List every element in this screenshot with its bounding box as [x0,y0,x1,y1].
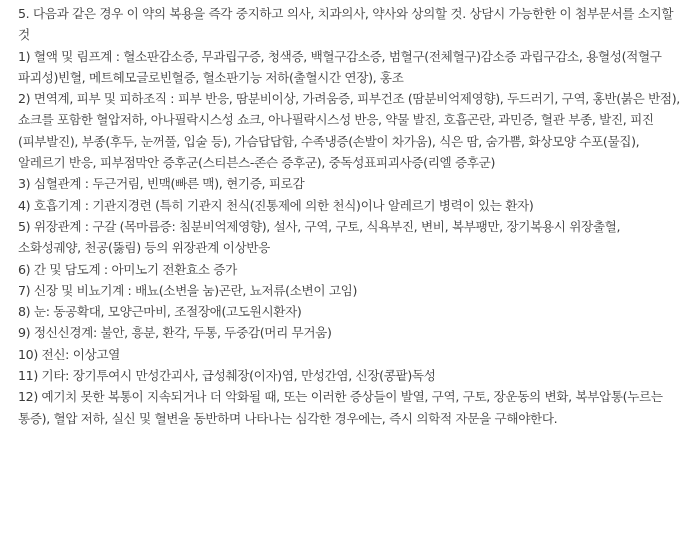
list-item-6: 6) 간 및 담도계 : 아미노기 전환효소 증가 [18,261,237,277]
list-item-8: 8) 눈: 동공확대, 모양근마비, 조절장애(고도원시환자) [18,304,302,320]
list-item-3: 3) 심혈관계 : 두근거림, 빈맥(빠른 맥), 현기증, 피로감 [18,176,305,192]
list-item-12: 12) 예기치 못한 복통이 지속되거나 더 악화될 때, 또는 이러한 증상들이 발열, 구역, 구토, 장운동의 변화, 복부압통(누르는 통증), 혈압 저하, 실신 및 혈변을 동반하며 나타나는 심각한 경우에는, 즉시 의학적 자문을 구해야한다. [18,389,663,426]
list-item-5: 5) 위장관계 : 구갈 (목마름증: 침분비억제영향), 설사, 구역, 구토, 식욕부진, 변비, 복부팽만, 장기복용시 위장출혈, 소화성궤양, 천공(뚫림) 등의 위장관계 이상반응 [18,218,621,256]
list-item-1: 1) 혈액 및 림프계 : 혈소판감소증, 무과립구증, 청색증, 백혈구감소증, 범혈구(전체혈구)감소증 과립구감소, 용혈성(적혈구 파괴성)빈혈, 메트헤모글로빈혈증, 혈소판기능 저하(출혈시간 연장), 홍조 [18,48,662,85]
list-item-2: 2) 면역계, 피부 및 피하조직 : 피부 반응, 땀분비이상, 가려움증, 피부건조 (땀분비억제영향), 두드러기, 구역, 홍반(붉은 반점), 쇼크를 포함한 혈압저하, 아나필락시스성 쇼크, 아나필락시스성 반응, 약물 발진, 호흡곤란, 과민증, 혈관 부종, 발진, 피진(피부발진), 부종(후두, 눈꺼풀, 입술 등), 가슴답답함, 수족냉증(손발이 차가움), 식은 땀, 숨가쁨, 화상모양 수포(물집), 알레르기 반응, 피부점막안 증후군(스티븐스-존슨 증후군), 중독성표피괴사증(리엘 증후군) [18,91,680,171]
list-item-10: 10) 전신: 이상고열 [18,346,120,362]
list-item-9: 9) 정신신경계: 불안, 흥분, 환각, 두통, 두중감(머리 무거움) [18,325,332,341]
list-item-11: 11) 기타: 장기투여시 만성간괴사, 급성췌장(이자)염, 만성간염, 신장(콩팥)독성 [18,368,436,384]
list-item-7: 7) 신장 및 비뇨기계 : 배뇨(소변을 눔)곤란, 뇨저류(소변이 고임) [18,282,358,298]
list-item-4: 4) 호흡기계 : 기관지경련 (특히 기관지 천식(진통제에 의한 천식)이나 알레르기 병력이 있는 환자) [18,197,534,213]
intro-paragraph: 5. 다음과 같은 경우 이 약의 복용을 즉각 중지하고 의사, 치과의사, 약사와 상의할 것. 상담시 가능한한 이 첨부문서를 소지할 것 [18,6,674,43]
